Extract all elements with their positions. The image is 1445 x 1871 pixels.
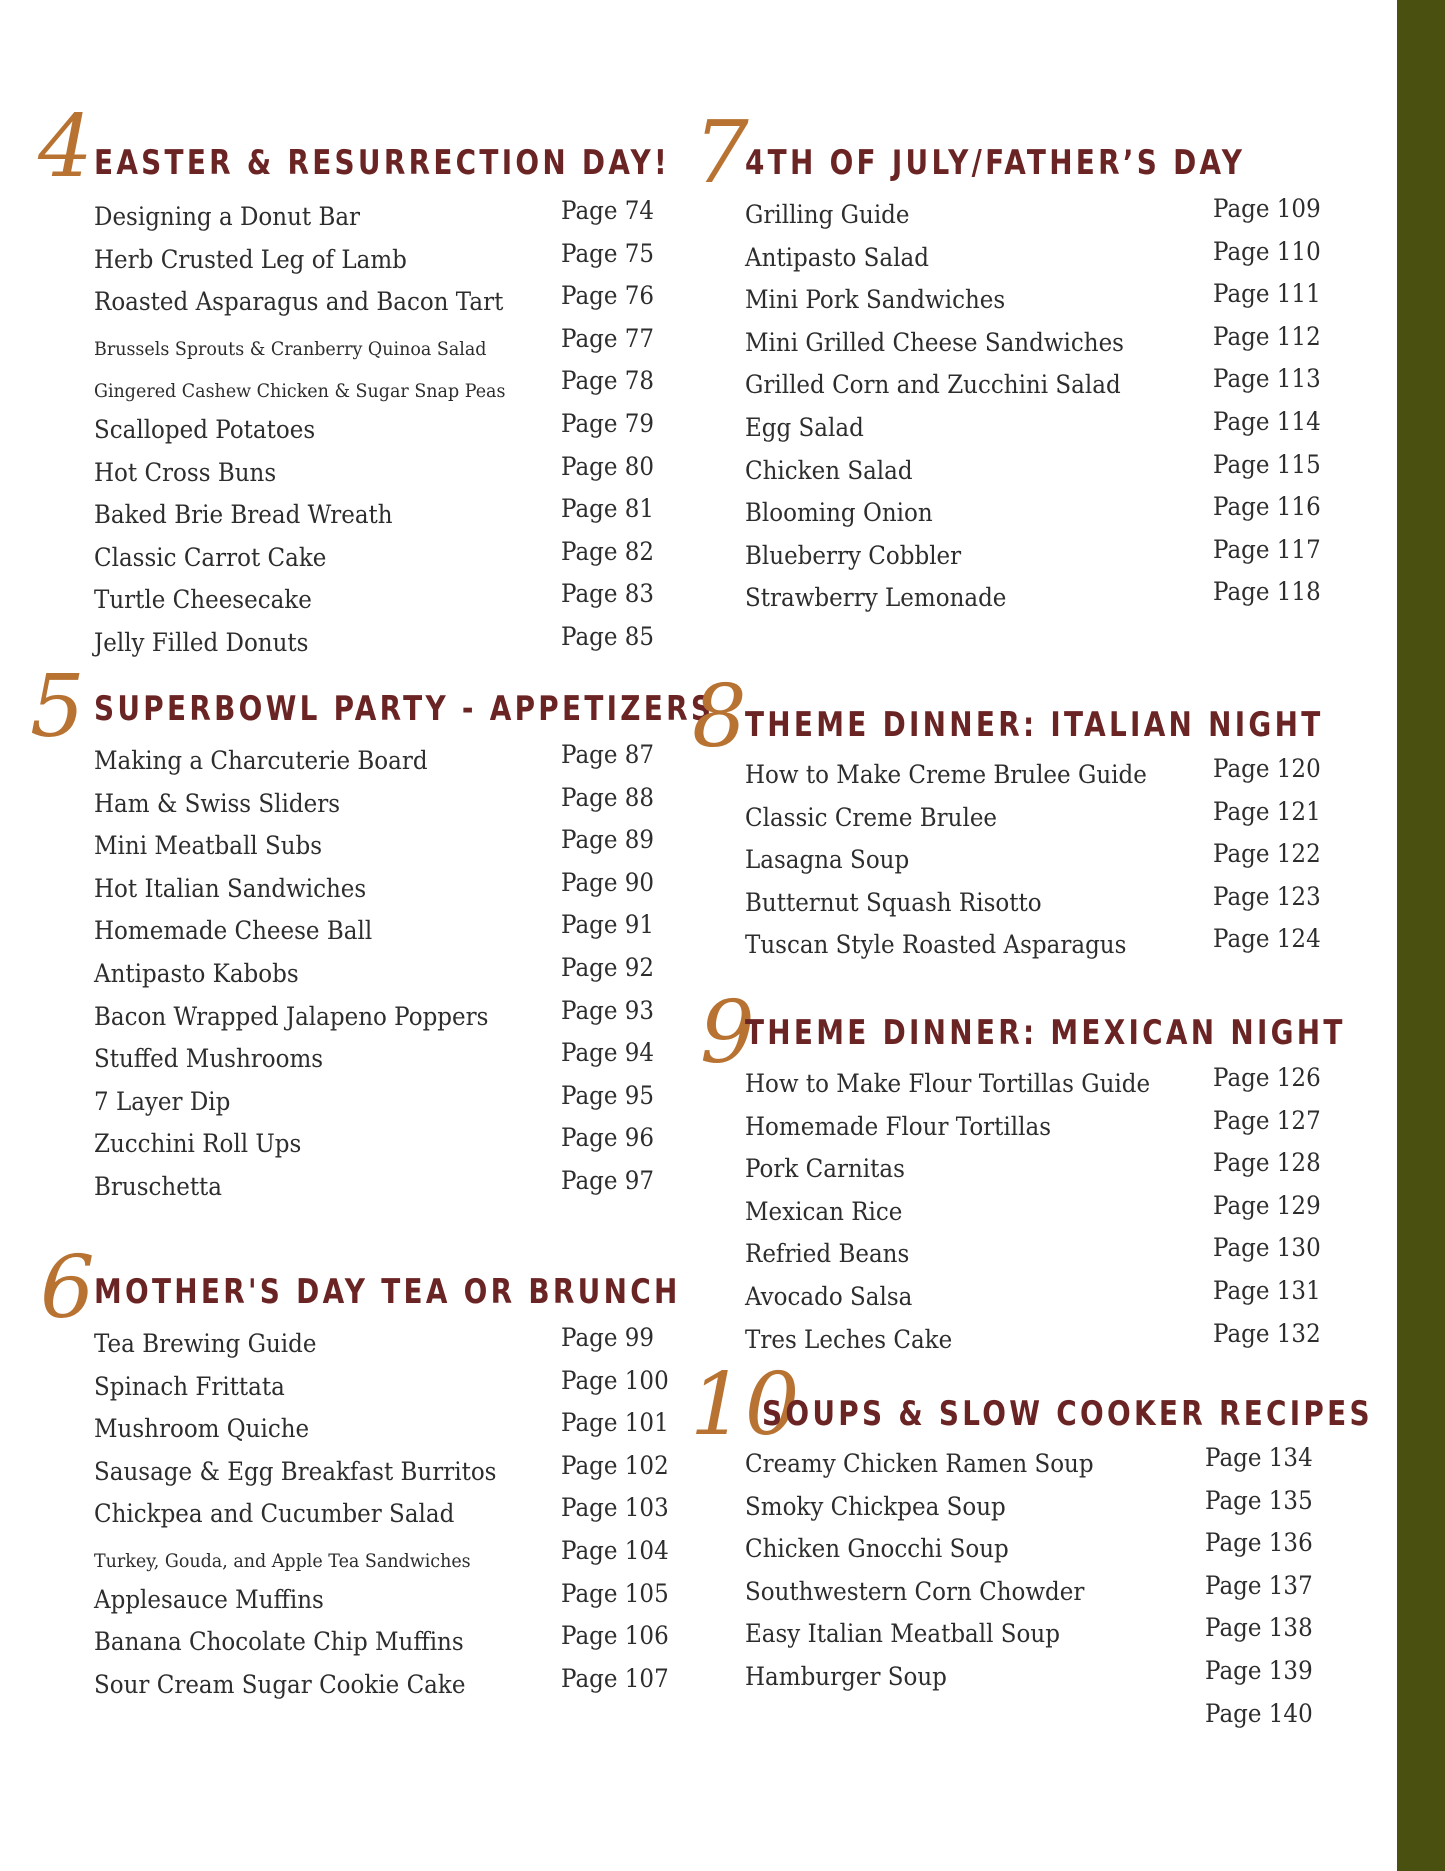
toc-entry	[94, 409, 674, 452]
toc-entry	[94, 1408, 674, 1451]
recipe-name: Hot Italian Sandwiches	[94, 873, 367, 903]
page-number: Page 78	[561, 366, 655, 396]
page-number: Page 134	[1205, 1443, 1313, 1472]
section-number: 10	[690, 1355, 800, 1455]
toc-entry	[745, 1148, 1345, 1191]
toc-entry	[745, 754, 1345, 797]
recipe-name: Mini Grilled Cheese Sandwiches	[745, 327, 1124, 357]
page-number: Page 114	[1213, 406, 1321, 436]
recipe-name: Ham & Swiss Sliders	[94, 788, 340, 818]
recipe-name: Blooming Onion	[745, 498, 933, 528]
recipe-name: Stuffed Mushrooms	[94, 1044, 324, 1074]
page-number: Page 130	[1213, 1233, 1321, 1263]
toc-entry	[94, 494, 674, 537]
page-number: Page 135	[1205, 1485, 1313, 1515]
toc-entry	[745, 1699, 1345, 1742]
recipe-name: Homemade Cheese Ball	[94, 916, 373, 946]
recipe-name: Chickpea and Cucumber Salad	[94, 1499, 455, 1529]
page-number: Page 88	[561, 782, 655, 812]
recipe-name: Sour Cream Sugar Cookie Cake	[94, 1669, 466, 1699]
page-number: Page 136	[1205, 1528, 1313, 1558]
recipe-name: Spinach Frittata	[94, 1371, 285, 1401]
page-number: Page 129	[1213, 1190, 1321, 1220]
recipe-name: Classic Creme Brulee	[745, 802, 998, 832]
recipe-name: Creamy Chicken Ramen Soup	[745, 1449, 1094, 1478]
toc-entry	[745, 364, 1345, 407]
toc-entry	[94, 1123, 674, 1166]
recipe-name: Antipasto Kabobs	[94, 958, 299, 988]
recipe-name: How to Make Flour Tortillas Guide	[745, 1069, 1151, 1098]
page-number: Page 113	[1213, 364, 1321, 394]
page-number: Page 110	[1213, 236, 1321, 266]
recipe-name: Sausage & Egg Breakfast Burritos	[94, 1456, 497, 1486]
page-number: Page 128	[1213, 1148, 1321, 1178]
toc-entry	[745, 1276, 1345, 1319]
section-items	[745, 754, 1345, 967]
recipe-name: Pork Carnitas	[745, 1154, 905, 1184]
recipe-name: Turkey, Gouda, and Apple Tea Sandwiches	[94, 1549, 471, 1572]
page-number: Page 95	[561, 1080, 655, 1110]
recipe-name: Banana Chocolate Chip Muffins	[94, 1627, 464, 1657]
toc-entry	[745, 839, 1345, 882]
toc-entry	[94, 324, 674, 367]
toc-entry	[94, 579, 674, 622]
toc-entry	[745, 1191, 1345, 1234]
recipe-name: Tea Brewing Guide	[94, 1329, 317, 1358]
page-number: Page 123	[1213, 881, 1321, 911]
page-number: Page 100	[561, 1365, 669, 1395]
page-number: Page 117	[1213, 534, 1321, 564]
section-title: 4TH OF JULY/FATHER’S DAY	[745, 143, 1246, 183]
page-number: Page 103	[561, 1493, 669, 1523]
page-number: Page 138	[1205, 1613, 1313, 1643]
toc-entry	[745, 1233, 1345, 1276]
toc-entry	[94, 996, 674, 1039]
toc-entry	[745, 1063, 1345, 1106]
section-items	[94, 1323, 674, 1706]
page-number: Page 120	[1213, 754, 1321, 783]
toc-entry	[745, 279, 1345, 322]
toc-entry	[745, 1319, 1345, 1362]
section-items	[745, 194, 1345, 620]
recipe-name: Mexican Rice	[745, 1196, 903, 1226]
page-number: Page 139	[1205, 1655, 1313, 1685]
toc-entry	[94, 783, 674, 826]
page-number: Page 105	[561, 1578, 669, 1608]
recipe-name: Bruschetta	[94, 1171, 223, 1201]
section-title: THEME DINNER: MEXICAN NIGHT	[745, 1013, 1346, 1053]
toc-entry	[745, 450, 1345, 493]
section-number: 5	[30, 657, 85, 757]
recipe-name: Antipasto Salad	[745, 242, 929, 272]
section-title: MOTHER'S DAY TEA OR BRUNCH	[94, 1272, 681, 1312]
toc-entry	[745, 535, 1345, 578]
toc-entry	[94, 239, 674, 282]
recipe-name: Easy Italian Meatball Soup	[745, 1619, 1060, 1649]
recipe-name: Roasted Asparagus and Bacon Tart	[94, 287, 504, 317]
page-number: Page 132	[1213, 1318, 1321, 1348]
page-number: Page 121	[1213, 796, 1321, 826]
toc-entry	[94, 1451, 674, 1494]
recipe-name: Turtle Cheesecake	[94, 585, 312, 615]
recipe-name: Mushroom Quiche	[94, 1414, 310, 1444]
page-number: Page 112	[1213, 321, 1321, 351]
page-number: Page 101	[561, 1408, 669, 1438]
recipe-name: Southwestern Corn Chowder	[745, 1576, 1085, 1606]
toc-entry	[745, 492, 1345, 535]
toc-entry	[94, 868, 674, 911]
section-number: 6	[40, 1238, 95, 1338]
section-items	[745, 1443, 1345, 1741]
toc-entry	[94, 1038, 674, 1081]
recipe-name: Jelly Filled Donuts	[94, 627, 309, 657]
recipe-name: Mini Meatball Subs	[94, 831, 323, 861]
toc-entry	[94, 1366, 674, 1409]
toc-entry	[94, 452, 674, 495]
toc-entry	[94, 740, 674, 783]
recipe-name: Refried Beans	[745, 1239, 910, 1269]
recipe-name: Designing a Donut Bar	[94, 202, 361, 231]
toc-entry	[745, 1528, 1345, 1571]
section-title: SOUPS & SLOW COOKER RECIPES	[762, 1394, 1373, 1434]
recipe-name: Tres Leches Cake	[745, 1324, 953, 1354]
page-number: Page 85	[561, 621, 655, 651]
toc-entry	[94, 1621, 674, 1664]
page-number: Page 87	[561, 740, 655, 769]
page-number: Page 131	[1213, 1275, 1321, 1305]
toc-entry	[745, 1613, 1345, 1656]
toc-entry	[745, 1571, 1345, 1614]
toc-entry	[94, 953, 674, 996]
toc-entry	[745, 407, 1345, 450]
toc-entry	[94, 1579, 674, 1622]
toc-entry	[94, 1493, 674, 1536]
page-number: Page 127	[1213, 1105, 1321, 1135]
recipe-name: Lasagna Soup	[745, 845, 910, 875]
section-number: 7	[694, 103, 749, 203]
recipe-name: Mini Pork Sandwiches	[745, 285, 1006, 315]
page-number: Page 96	[561, 1123, 655, 1153]
recipe-name: Tuscan Style Roasted Asparagus	[745, 930, 1127, 960]
toc-entry	[745, 1486, 1345, 1529]
page-number: Page 99	[561, 1323, 655, 1352]
page-number: Page 116	[1213, 492, 1321, 522]
section-items	[745, 1063, 1345, 1361]
recipe-name: Making a Charcuterie Board	[94, 746, 428, 775]
toc-entry	[745, 577, 1345, 620]
page-number: Page 109	[1213, 194, 1321, 223]
section-title: SUPERBOWL PARTY - APPETIZERS	[94, 689, 715, 729]
page-number: Page 118	[1213, 577, 1321, 607]
recipe-name: Grilling Guide	[745, 200, 910, 229]
toc-entry	[94, 1664, 674, 1707]
page-number: Page 104	[561, 1535, 669, 1565]
toc-entry	[745, 237, 1345, 280]
page-number: Page 126	[1213, 1063, 1321, 1092]
recipe-name: Herb Crusted Leg of Lamb	[94, 244, 407, 274]
recipe-name: Strawberry Lemonade	[745, 583, 1007, 613]
page-number: Page 115	[1213, 449, 1321, 479]
recipe-name: Baked Brie Bread Wreath	[94, 500, 393, 530]
toc-entry	[94, 366, 674, 409]
toc-entry	[745, 924, 1345, 967]
page-number: Page 92	[561, 952, 655, 982]
page-number: Page 83	[561, 579, 655, 609]
page-number: Page 77	[561, 323, 655, 353]
page-number: Page 81	[561, 494, 655, 524]
page-number: Page 82	[561, 536, 655, 566]
recipe-name: Chicken Gnocchi Soup	[745, 1534, 1009, 1564]
toc-entry	[745, 797, 1345, 840]
section-number: 9	[700, 983, 755, 1083]
recipe-name: Chicken Salad	[745, 455, 913, 485]
section-number: 4	[38, 97, 93, 197]
page-number: Page 107	[561, 1663, 669, 1693]
recipe-name: Gingered Cashew Chicken & Sugar Snap Peas	[94, 380, 506, 403]
recipe-name: Butternut Squash Risotto	[745, 887, 1042, 917]
page-number: Page 111	[1213, 279, 1321, 309]
recipe-name: Smoky Chickpea Soup	[745, 1491, 1006, 1521]
recipe-name: Bacon Wrapped Jalapeno Poppers	[94, 1001, 489, 1031]
section-items	[94, 196, 674, 665]
page-number: Page 106	[561, 1621, 669, 1651]
recipe-name: 7 Layer Dip	[94, 1086, 231, 1116]
page-number: Page 102	[561, 1450, 669, 1480]
recipe-name: Avocado Salsa	[745, 1281, 913, 1311]
page-number: Page 74	[561, 196, 655, 225]
sidebar-stripe	[1397, 0, 1445, 1871]
toc-entry	[94, 537, 674, 580]
recipe-name: Hamburger Soup	[745, 1661, 947, 1691]
recipe-name: Blueberry Cobbler	[745, 540, 962, 570]
recipe-name: Hot Cross Buns	[94, 457, 277, 487]
toc-entry	[94, 196, 674, 239]
toc-entry	[745, 1656, 1345, 1699]
recipe-name: Egg Salad	[745, 412, 864, 442]
recipe-name: Applesauce Muffins	[94, 1584, 324, 1614]
page-number: Page 93	[561, 995, 655, 1025]
toc-entry	[745, 1443, 1345, 1486]
toc-entry	[745, 194, 1345, 237]
recipe-name: Zucchini Roll Ups	[94, 1129, 302, 1159]
toc-entry	[94, 1536, 674, 1579]
page-number: Page 76	[561, 281, 655, 311]
recipe-name: Classic Carrot Cake	[94, 542, 327, 572]
page-number: Page 137	[1205, 1570, 1313, 1600]
recipe-name: How to Make Creme Brulee Guide	[745, 760, 1147, 789]
page-number: Page 91	[561, 910, 655, 940]
section-items	[94, 740, 674, 1209]
page-number: Page 122	[1213, 839, 1321, 869]
recipe-name: Homemade Flour Tortillas	[745, 1111, 1052, 1141]
recipe-name: Grilled Corn and Zucchini Salad	[745, 370, 1121, 400]
toc-entry	[94, 825, 674, 868]
toc-entry	[94, 1081, 674, 1124]
page-number: Page 140	[1205, 1698, 1313, 1728]
toc-entry	[94, 281, 674, 324]
page-number: Page 75	[561, 238, 655, 268]
toc-entry	[745, 1106, 1345, 1149]
recipe-name: Brussels Sprouts & Cranberry Quinoa Salad	[94, 337, 487, 360]
page-number: Page 94	[561, 1038, 655, 1068]
section-title: EASTER & RESURRECTION DAY!	[94, 143, 670, 183]
toc-entry	[94, 622, 674, 665]
page-number: Page 89	[561, 825, 655, 855]
section-title: THEME DINNER: ITALIAN NIGHT	[745, 705, 1324, 745]
toc-entry	[94, 910, 674, 953]
toc-entry	[745, 882, 1345, 925]
page-number: Page 124	[1213, 924, 1321, 954]
recipe-name: Scalloped Potatoes	[94, 414, 316, 444]
page-number: Page 90	[561, 867, 655, 897]
toc-entry	[94, 1166, 674, 1209]
toc-entry	[94, 1323, 674, 1366]
page-number: Page 97	[561, 1165, 655, 1195]
page-number: Page 80	[561, 451, 655, 481]
toc-entry	[745, 322, 1345, 365]
page-number: Page 79	[561, 408, 655, 438]
section-number: 8	[692, 667, 747, 767]
